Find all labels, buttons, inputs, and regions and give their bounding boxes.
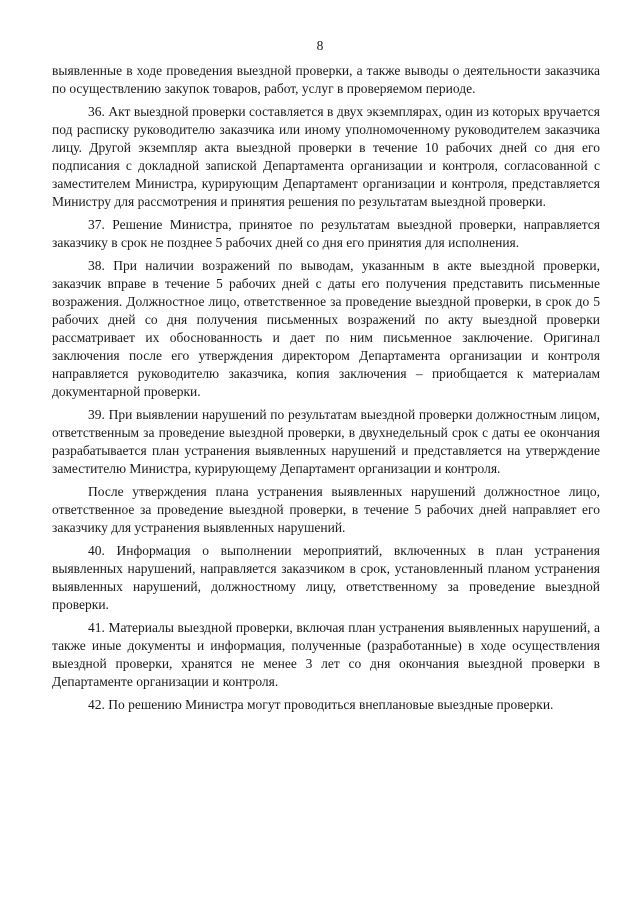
page-number: 8 [316,38,324,53]
paragraph-36: 36. Акт выездной проверки составляется в двух экземплярах, один из которых вручается под расписку руководителю заказчика или иному уполномоченному руководителем заказчика лицу. Другой экземпляр акта выездной проверки в течение 10 рабочих дней со дня его подписания с докладной запиской Департамента организации и контроля, согласованной с заместителем Министра, курирующим Департамент организации и контроля, представляется Министру для рассмотрения и принятия решения по результатам выездной проверки. [52,104,600,209]
paragraph-continuation: выявленные в ходе проведения выездной проверки, а также выводы о деятельности заказчика по осуществлению закупок товаров, работ, услуг в проверяемом периоде. [52,63,600,96]
paragraph-38: 38. При наличии возражений по выводам, указанным в акте выездной проверки, заказчик вправе в течение 5 рабочих дней с даты его получения представить письменные возражения. Должностное лицо, ответственное за проведение выездной проверки, в срок до 5 рабочих дней со дня получения письменных возражений по акту выездной проверки рассматривает их обоснованность и дает по ним письменное заключение. Оригинал заключения после его утверждения директором Департамента организации и контроля направляется руководителю заказчика, копия заключения – приобщается к материалам документарной проверки. [52,258,600,399]
paragraph-40: 40. Информация о выполнении мероприятий, включенных в план устранения выявленных нарушений, направляется заказчиком в срок, установленный планом устранения выявленных нарушений, должностному лицу, ответственному за проведение выездной проверки. [52,543,600,612]
paragraph-42: 42. По решению Министра могут проводиться внеплановые выездные проверки. [88,697,554,712]
paragraph-37: 37. Решение Министра, принятое по результатам выездной проверки, направляется заказчику в срок не позднее 5 рабочих дней со дня его принятия для исполнения. [52,217,600,250]
paragraph-39-plan: После утверждения плана устранения выявленных нарушений должностное лицо, ответственное за проведение выездной проверки, в течение 5 рабочих дней направляет его заказчику для устранения выявленных нарушений. [52,484,600,535]
document-body [52,62,600,719]
paragraph-41: 41. Материалы выездной проверки, включая план устранения выявленных нарушений, а также иные документы и информация, полученные (разработанные) в ходе осуществления выездной проверки, хранятся не менее 3 лет со дня окончания выездной проверки в Департаменте организации и контроля. [52,620,600,689]
paragraph-39: 39. При выявлении нарушений по результатам выездной проверки должностным лицом, ответственным за проведение выездной проверки, в двухнедельный срок с даты ее окончания разрабатывается план устранения выявленных нарушений и представляется на утверждение заместителю Министра, курирующему Департамент организации и контроля. [52,407,600,476]
